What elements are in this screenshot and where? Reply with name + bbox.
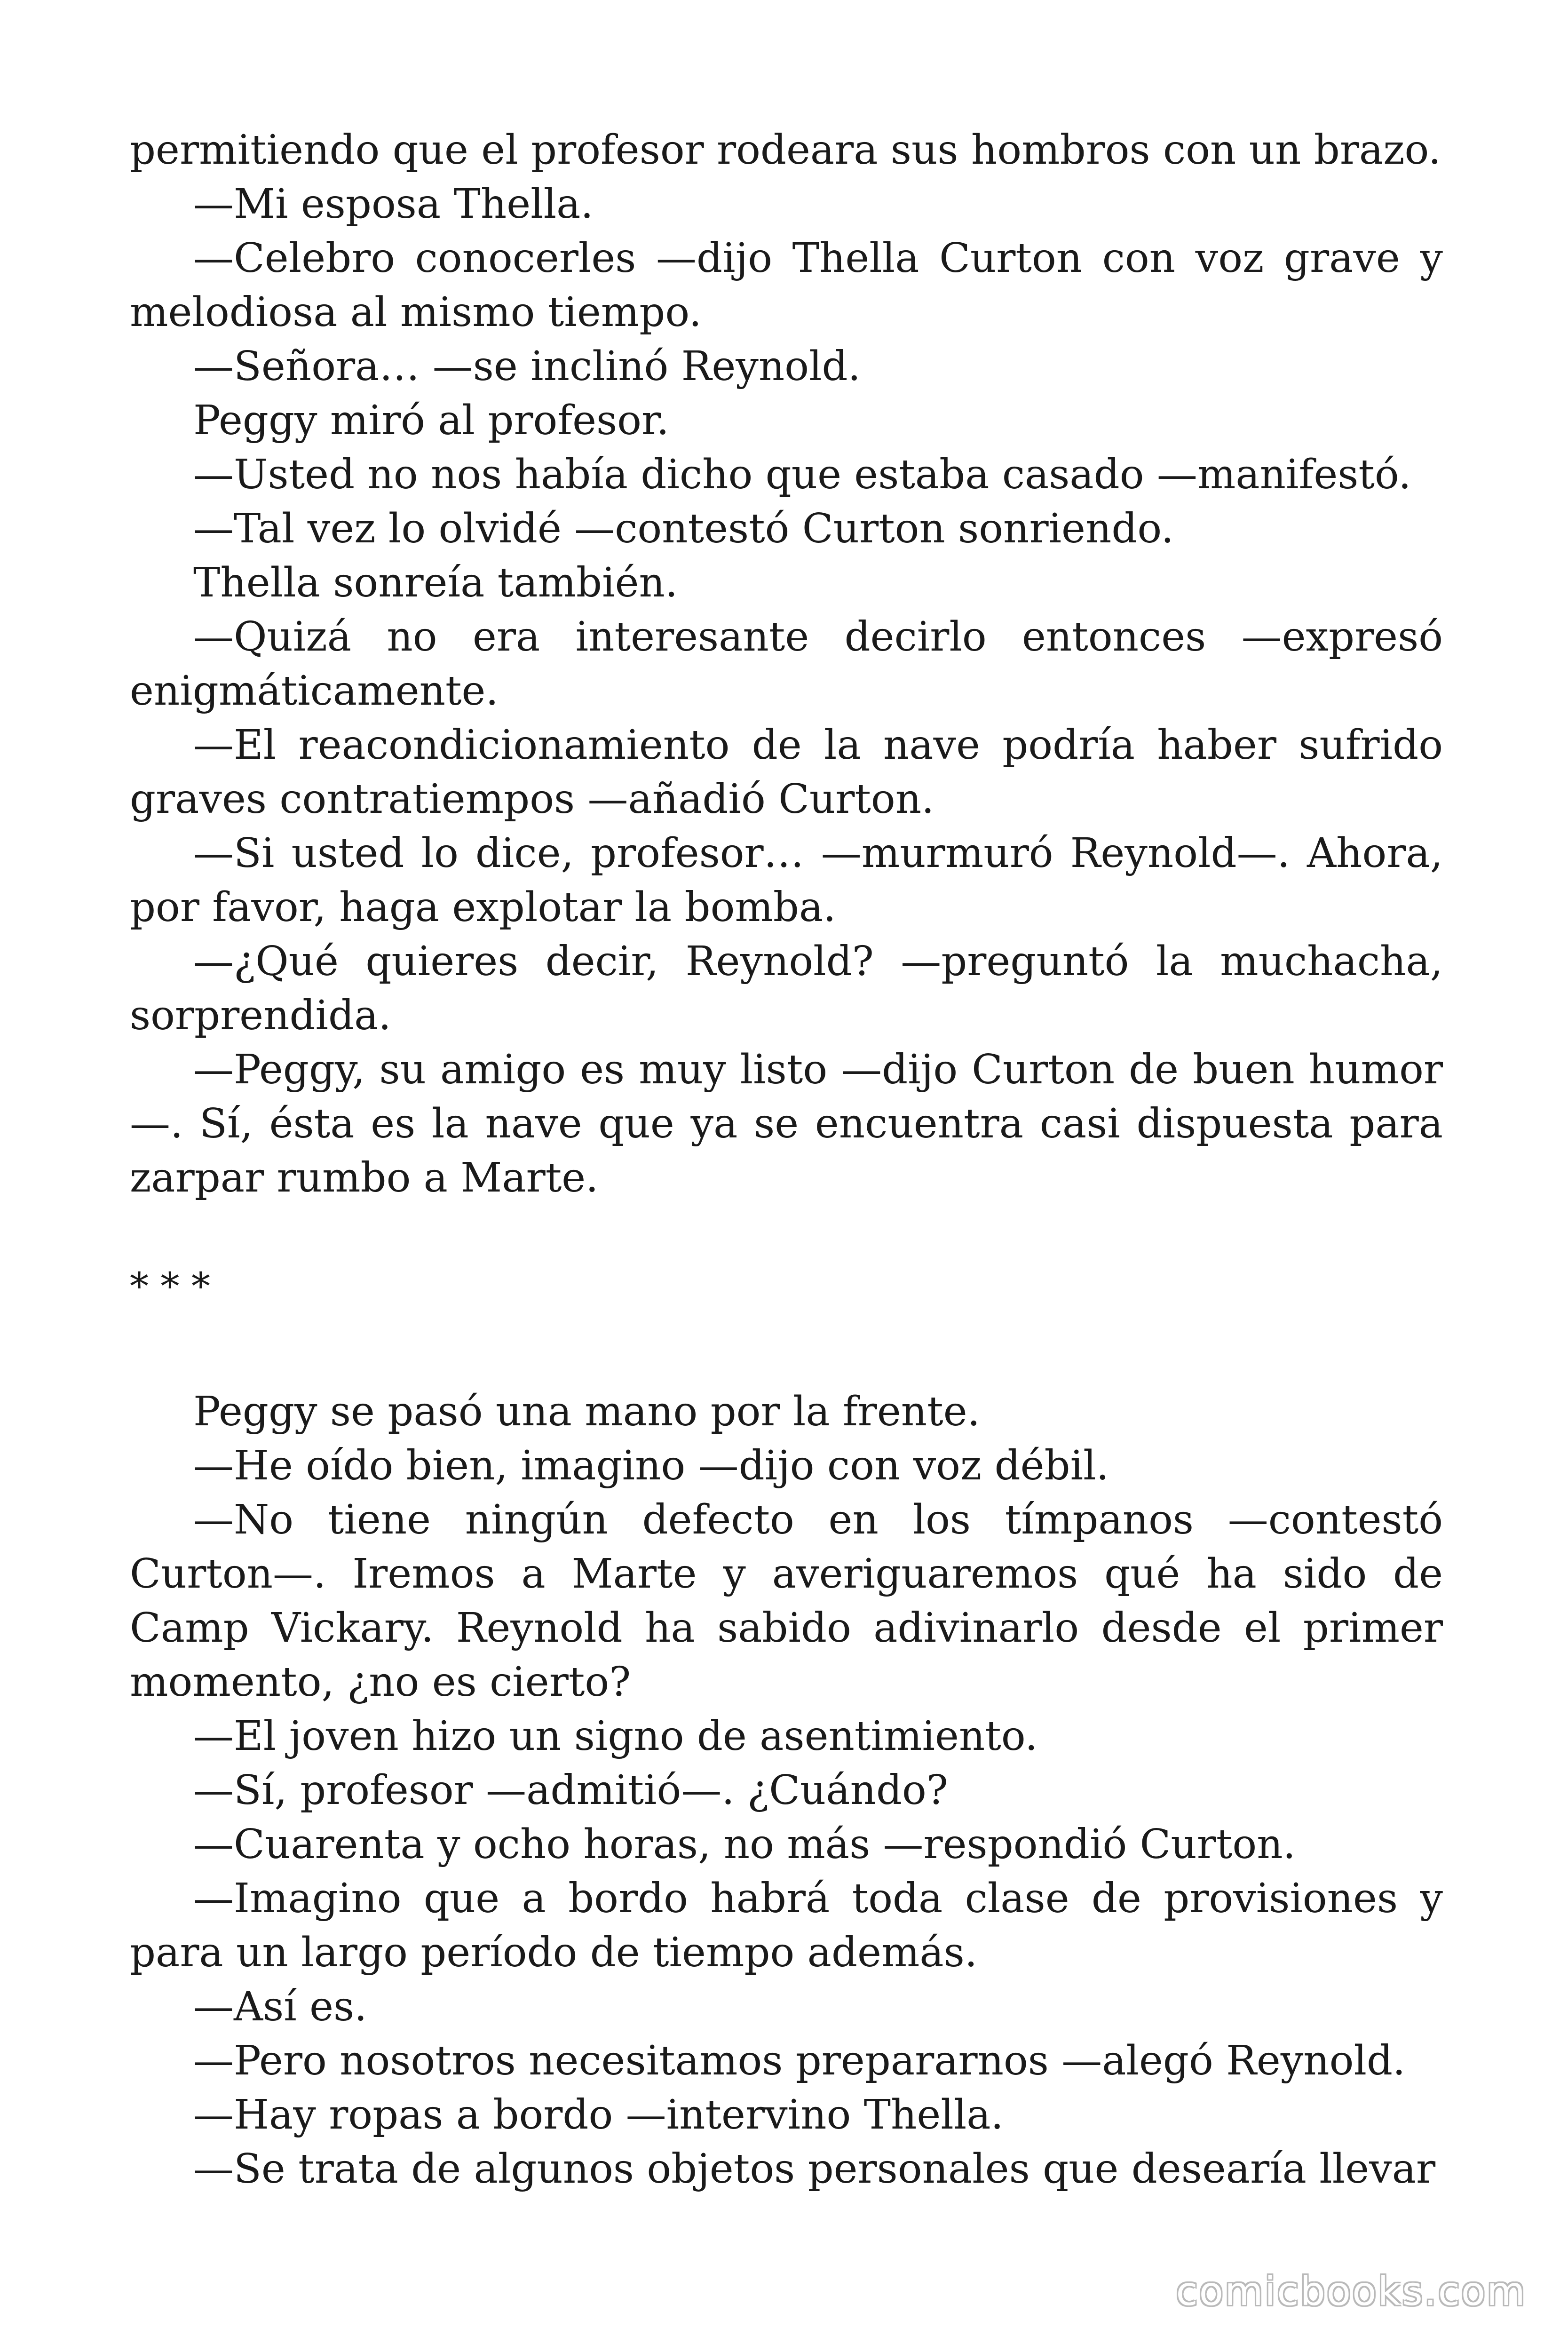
paragraph: —Así es. — [193, 1983, 367, 2030]
paragraph: —Hay ropas a bordo —intervino Thella. — [193, 2091, 1004, 2138]
paragraph: —Mi esposa Thella. — [193, 181, 594, 228]
paragraph: Thella sonreía también. — [193, 559, 678, 606]
paragraph: permitiendo que el profesor rodeara sus hombros con un brazo. — [130, 127, 1441, 174]
paragraph: —No tiene ningún defecto en los tímpanos —contestó Curton—. Iremos a Marte y averiguaremos qué ha sido de Camp Vickary. Reynold ha sabido adivinarlo desde el primer momento, ¿no es cierto? — [130, 1496, 1443, 1706]
paragraph: —Quizá no era interesante decirlo entonces —expresó enigmáticamente. — [130, 613, 1443, 715]
paragraph: —Si usted lo dice, profesor… —murmuró Reynold—. Ahora, por favor, haga explotar la bomba. — [130, 830, 1443, 931]
text-block-2 — [130, 1385, 1443, 2196]
paragraph: —Se trata de algunos objetos personales que desearía llevar — [193, 2145, 1436, 2193]
paragraph: —He oído bien, imagino —dijo con voz débil. — [193, 1442, 1109, 1489]
paragraph: Peggy se pasó una mano por la frente. — [193, 1388, 980, 1435]
paragraph: —Tal vez lo olvidé —contestó Curton sonriendo. — [193, 505, 1174, 552]
paragraph: —Usted no nos había dicho que estaba casado —manifestó. — [193, 451, 1411, 498]
paragraph: —El joven hizo un signo de asentimiento. — [193, 1713, 1038, 1760]
paragraph: —Imagino que a bordo habrá toda clase de provisiones y para un largo período de tiempo además. — [130, 1875, 1443, 1976]
section-separator: * * * — [130, 1264, 210, 1308]
paragraph: —Cuarenta y ocho horas, no más —respondió Curton. — [193, 1821, 1296, 1868]
paragraph: —Celebro conocerles —dijo Thella Curton con voz grave y melodiosa al mismo tiempo. — [130, 235, 1443, 336]
page-text — [130, 123, 1443, 2196]
text-block-1 — [130, 123, 1443, 1205]
paragraph: —Señora… —se inclinó Reynold. — [193, 343, 861, 390]
watermark-logo: comicbooks.com — [1176, 2268, 1527, 2314]
paragraph: —¿Qué quieres decir, Reynold? —preguntó la muchacha, sorprendida. — [130, 938, 1443, 1039]
paragraph: —Pero nosotros necesitamos prepararnos —alegó Reynold. — [193, 2037, 1406, 2084]
paragraph: Peggy miró al profesor. — [193, 397, 669, 444]
paragraph: —Peggy, su amigo es muy listo —dijo Curton de buen humor—. Sí, ésta es la nave que ya se encuentra casi dispuesta para zarpar rumbo a Marte. — [130, 1046, 1443, 1201]
paragraph: —El reacondicionamiento de la nave podría haber sufrido graves contratiempos —añadió Curton. — [130, 722, 1443, 823]
paragraph: —Sí, profesor —admitió—. ¿Cuándo? — [193, 1767, 948, 1814]
